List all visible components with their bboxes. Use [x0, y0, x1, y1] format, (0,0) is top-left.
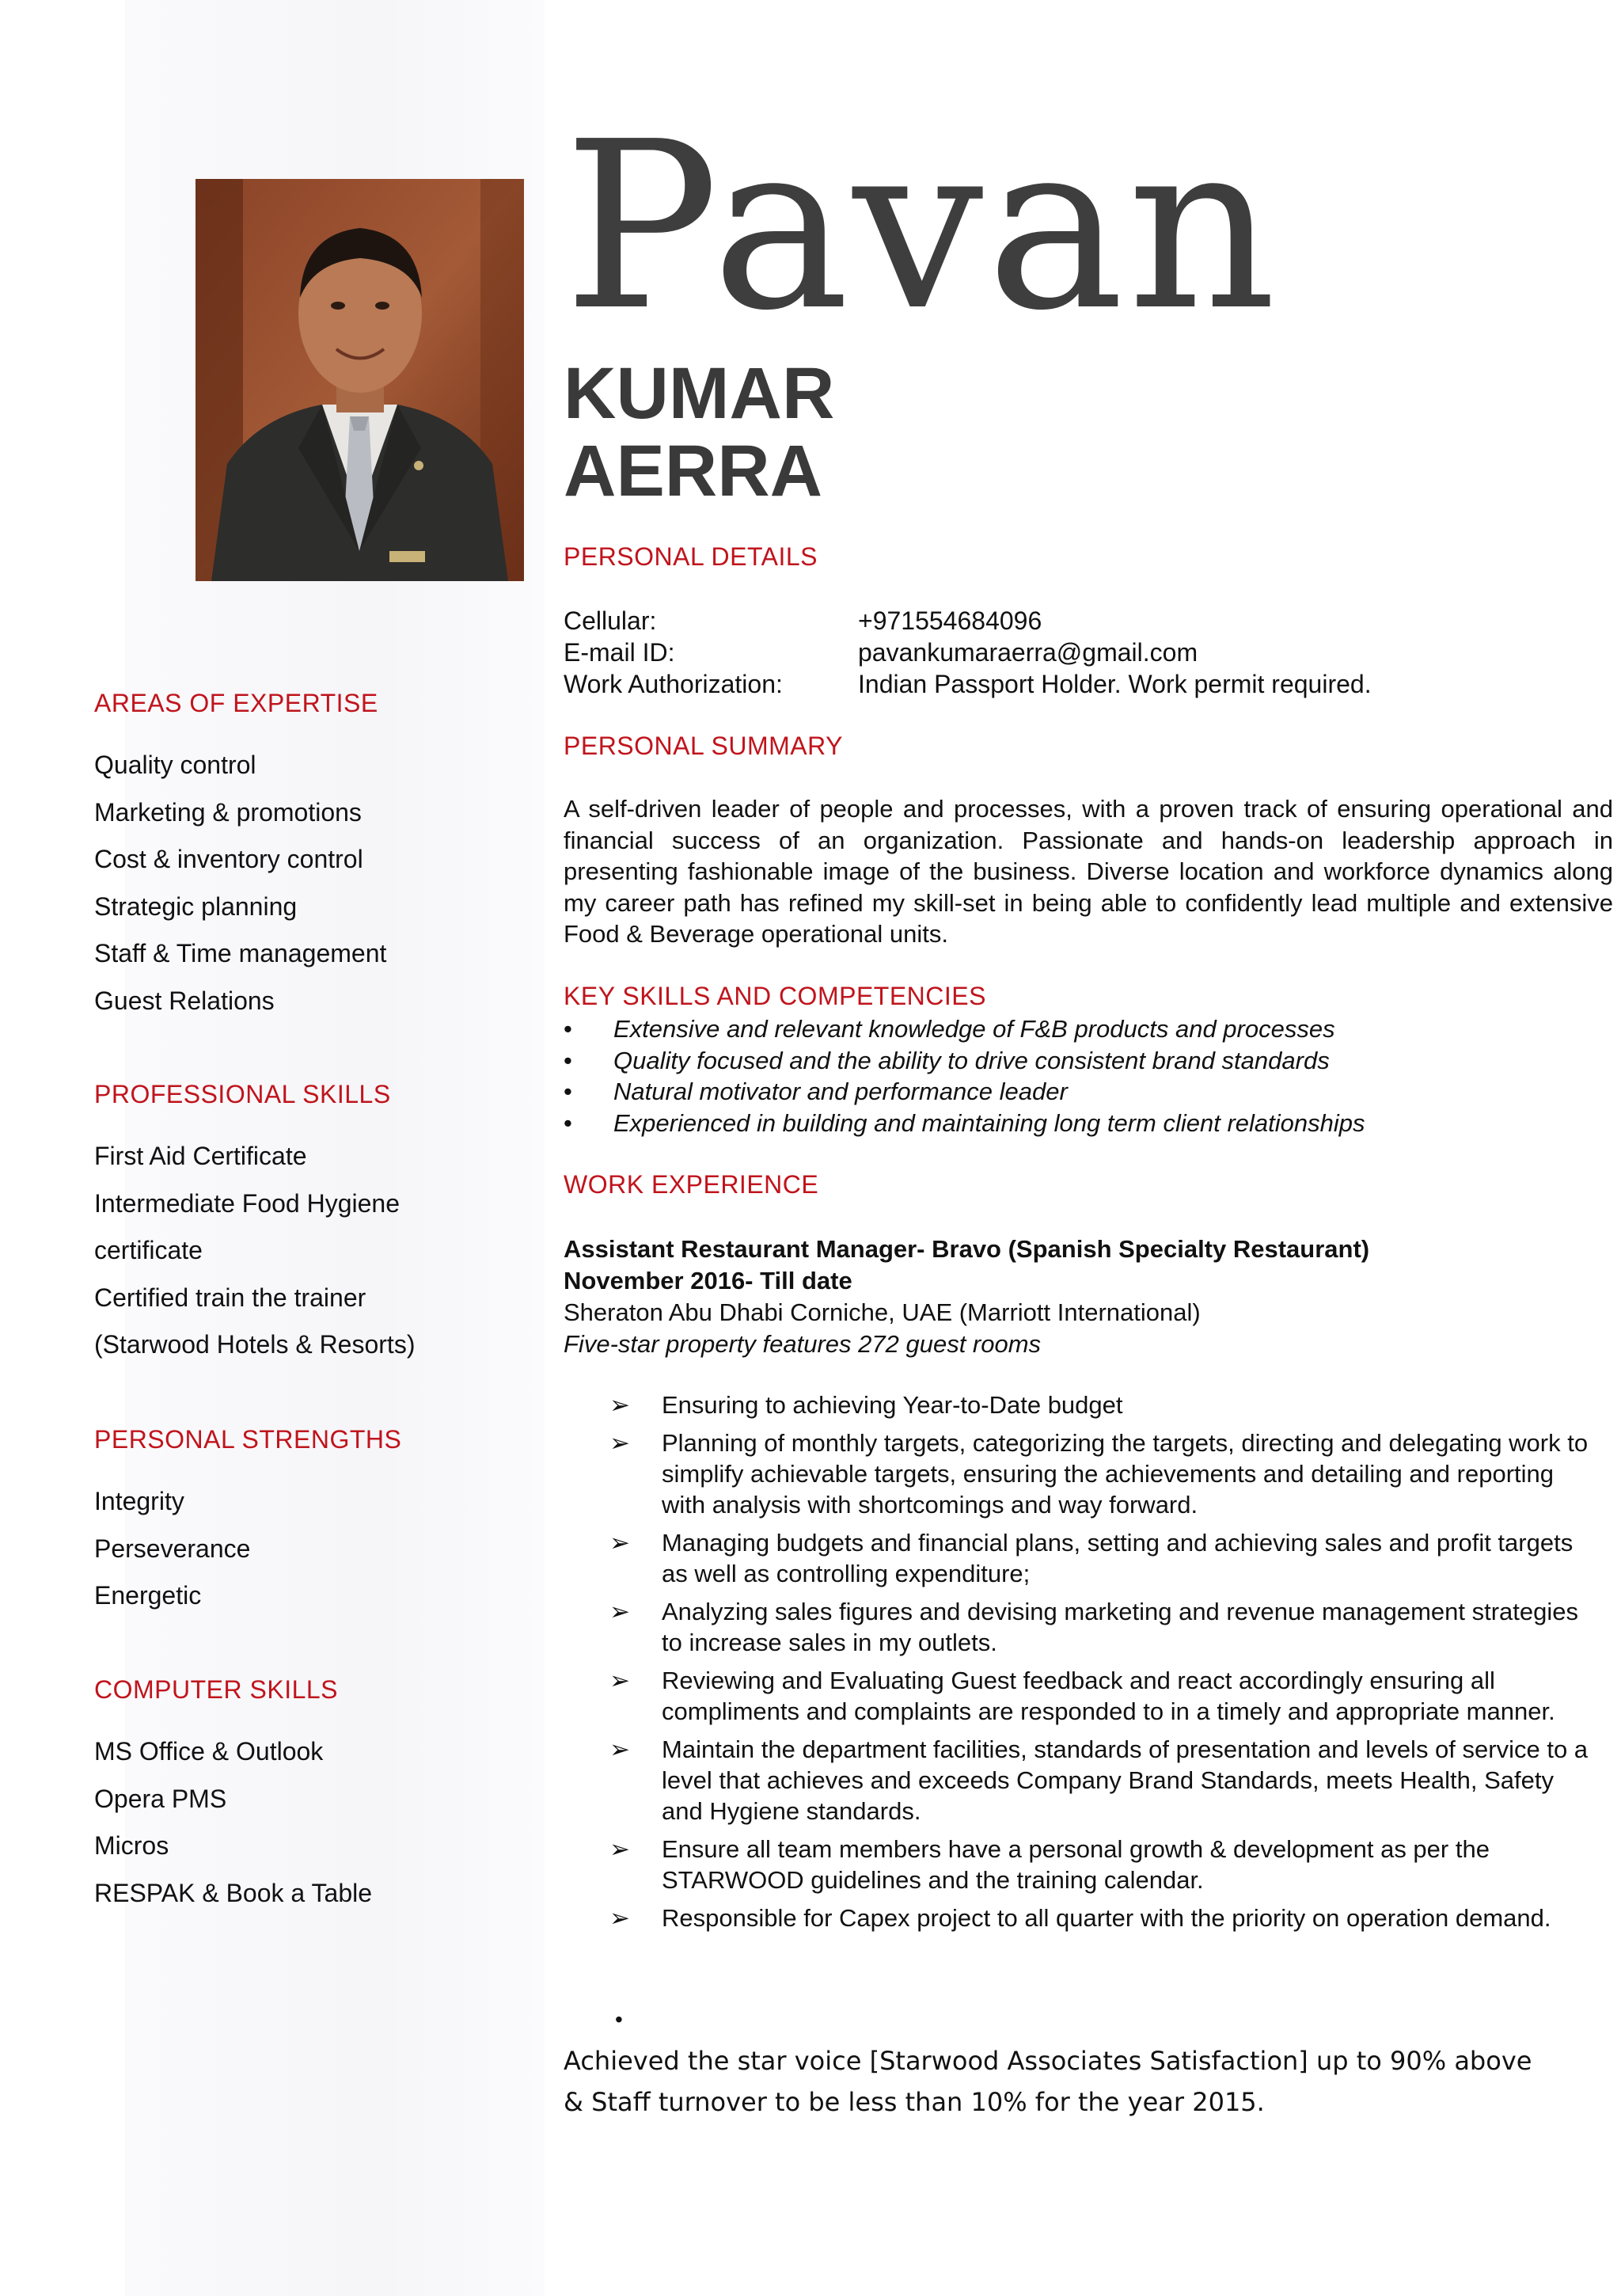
- key-skills-heading: KEY SKILLS AND COMPETENCIES: [564, 982, 986, 1010]
- duty-item: [609, 1527, 1595, 1589]
- duty-text: Analyzing sales figures and devising marketing and revenue management strategies to increase sales in my outlets.: [662, 1598, 1579, 1656]
- duty-item: [609, 1665, 1595, 1727]
- areas-of-expertise-list: [94, 742, 386, 1024]
- personal-summary-text: A self-driven leader of people and processes, with a proven track of ensuring operational and financial success of an organization. Passionate and hands-on leadership approach in presenting fashionable image of the business. Diverse location and workforce dynamics along my career path has refined my skill-set in being able to confidently lead multiple and extensive Food & Beverage operational units.: [564, 795, 1613, 948]
- computer-skill-item: RESPAK & Book a Table: [94, 1878, 373, 1907]
- profile-photo: [196, 179, 524, 581]
- key-skill-text: Extensive and relevant knowledge of F&B products and processes: [613, 1015, 1335, 1043]
- duty-text: Responsible for Capex project to all quarter with the priority on operation demand.: [662, 1904, 1551, 1932]
- key-skill-item: [564, 1045, 1608, 1077]
- arrow-bullet-icon: ➢: [609, 1598, 630, 1625]
- achievement-text: [564, 2040, 1616, 2123]
- professional-skill-item: Certified train the trainer: [94, 1283, 366, 1312]
- last-name-line-1: KUMAR: [564, 353, 835, 434]
- personal-strengths-heading: PERSONAL STRENGTHS: [94, 1425, 402, 1454]
- arrow-bullet-icon: ➢: [609, 1529, 630, 1557]
- strength-item: Energetic: [94, 1581, 202, 1610]
- bullet-icon: •: [564, 1078, 572, 1105]
- job-duties-list: [609, 1389, 1595, 1941]
- email-label: E-mail ID:: [564, 638, 675, 667]
- cellular-label: Cellular:: [564, 606, 657, 635]
- professional-skill-item: (Starwood Hotels & Resorts): [94, 1330, 416, 1359]
- key-skill-text: Quality focused and the ability to drive consistent brand standards: [613, 1046, 1330, 1074]
- computer-skill-item: Opera PMS: [94, 1784, 227, 1813]
- personal-strengths-list: [94, 1478, 250, 1620]
- expertise-item: Strategic planning: [94, 891, 298, 921]
- strength-item: Integrity: [94, 1487, 184, 1515]
- key-skill-text: Experienced in building and maintaining long term client relationships: [613, 1108, 1365, 1137]
- bullet-icon: •: [564, 1046, 572, 1074]
- duty-text: Planning of monthly targets, categorizing the targets, directing and delegating work to simplify achievable targets, ensuring the achievements and detailing and reporting with analysis with shortcomings and way forward.: [662, 1429, 1589, 1519]
- professional-skills-list: [94, 1133, 415, 1369]
- key-skill-item: [564, 1013, 1608, 1045]
- cellular-value: +971554684096: [858, 606, 1042, 635]
- areas-of-expertise-heading: AREAS OF EXPERTISE: [94, 689, 378, 717]
- duty-text: Ensuring to achieving Year-to-Date budget: [662, 1391, 1123, 1419]
- achievement-line-2: & Staff turnover to be less than 10% for the year 2015.: [564, 2087, 1265, 2117]
- duty-text: Reviewing and Evaluating Guest feedback and react accordingly ensuring all compliments and complaints are responded to in a timely and appropriate manner.: [662, 1667, 1555, 1725]
- key-skills-list: [564, 1013, 1608, 1138]
- expertise-item: Quality control: [94, 751, 256, 779]
- arrow-bullet-icon: ➢: [609, 1835, 630, 1863]
- arrow-bullet-icon: ➢: [609, 1667, 630, 1694]
- computer-skills-heading: COMPUTER SKILLS: [94, 1675, 339, 1704]
- job-property-note: Five-star property features 272 guest rooms: [564, 1330, 1042, 1358]
- expertise-item: Staff & Time management: [94, 939, 387, 967]
- work-authorization-value: Indian Passport Holder. Work permit required.: [858, 670, 1372, 698]
- duty-text: Ensure all team members have a personal growth & development as per the STARWOOD guidelines and the training calendar.: [662, 1835, 1490, 1894]
- email-value: pavankumaraerra@gmail.com: [858, 638, 1198, 667]
- expertise-item: Marketing & promotions: [94, 797, 362, 827]
- bullet-icon: •: [564, 1108, 572, 1137]
- computer-skill-item: Micros: [94, 1831, 169, 1860]
- duty-item: [609, 1734, 1595, 1827]
- key-skill-item: [564, 1108, 1608, 1139]
- strength-item: Perseverance: [94, 1534, 251, 1563]
- computer-skill-item: MS Office & Outlook: [94, 1737, 324, 1766]
- arrow-bullet-icon: ➢: [609, 1391, 630, 1419]
- key-skill-text: Natural motivator and performance leader: [613, 1078, 1068, 1105]
- duty-item: [609, 1596, 1595, 1658]
- duty-text: Managing budgets and financial plans, setting and achieving sales and profit targets as well as controlling expenditure;: [662, 1529, 1574, 1587]
- professional-skills-heading: PROFESSIONAL SKILLS: [94, 1080, 391, 1108]
- job-employer: Sheraton Abu Dhabi Corniche, UAE (Marriott International): [564, 1298, 1201, 1326]
- arrow-bullet-icon: ➢: [609, 1429, 630, 1457]
- duty-item: [609, 1834, 1595, 1895]
- last-name: [564, 355, 834, 510]
- personal-details-heading: PERSONAL DETAILS: [564, 542, 818, 571]
- bullet-icon: •: [564, 1015, 572, 1043]
- professional-skill-item: certificate: [94, 1236, 203, 1264]
- portrait-image: [196, 179, 524, 581]
- empty-bullet-icon: •: [615, 2007, 623, 2032]
- last-name-line-2: AERRA: [564, 431, 823, 511]
- arrow-bullet-icon: ➢: [609, 1735, 630, 1763]
- personal-summary-heading: PERSONAL SUMMARY: [564, 732, 843, 760]
- key-skill-item: [564, 1076, 1608, 1108]
- duty-item: [609, 1427, 1595, 1520]
- computer-skills-list: [94, 1728, 372, 1917]
- job-dates: November 2016- Till date: [564, 1267, 852, 1294]
- work-authorization-label: Work Authorization:: [564, 670, 783, 698]
- professional-skill-item: First Aid Certificate: [94, 1142, 307, 1170]
- job-title: Assistant Restaurant Manager- Bravo (Spanish Specialty Restaurant): [564, 1235, 1370, 1263]
- work-experience-heading: WORK EXPERIENCE: [564, 1170, 819, 1199]
- expertise-item: Guest Relations: [94, 986, 275, 1015]
- duty-item: [609, 1389, 1595, 1420]
- professional-skill-item: Intermediate Food Hygiene: [94, 1188, 400, 1218]
- duty-text: Maintain the department facilities, standards of presentation and levels of service to a level that achieves and exceeds Company Brand Standards, meets Health, Safety and Hygiene standards.: [662, 1735, 1589, 1825]
- expertise-item: Cost & inventory control: [94, 845, 363, 873]
- achievement-line-1: Achieved the star voice [Starwood Associates Satisfaction] up to 90% above: [564, 2046, 1532, 2076]
- duty-item: [609, 1903, 1595, 1933]
- job-entry: [564, 1234, 1616, 1360]
- arrow-bullet-icon: ➢: [609, 1904, 630, 1932]
- first-name: Pavan: [564, 92, 1280, 361]
